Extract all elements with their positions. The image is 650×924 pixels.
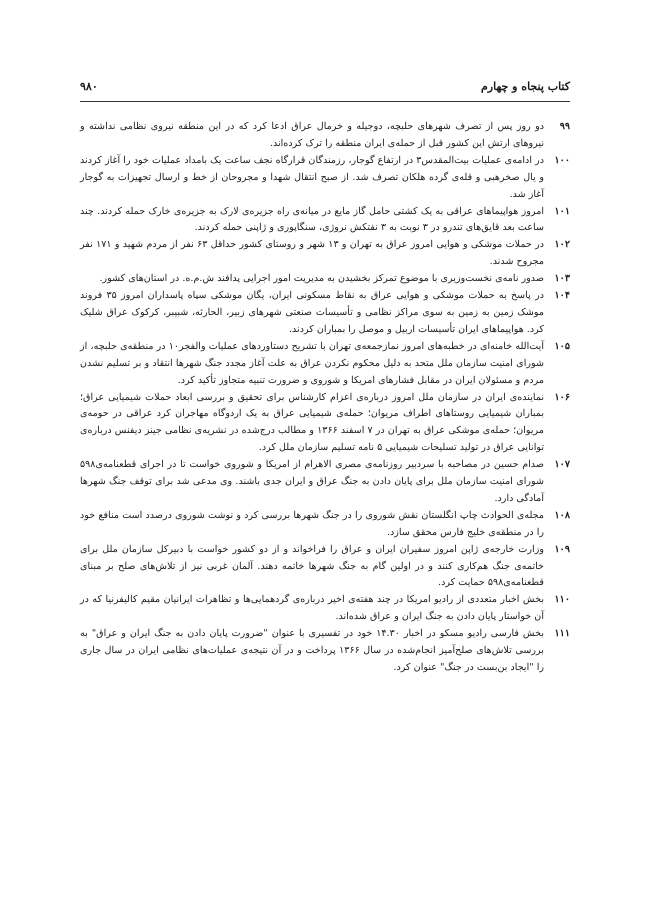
- endnote-number: ۱۰۸: [554, 509, 570, 521]
- running-header: [80, 80, 570, 93]
- endnote-text: نماینده‌ی ایران در سازمان ملل امروز درباره‌ی اعزام کارشناس برای تحقیق و بررسی ابعاد حملات شیمیایی عراق؛ بمباران شیمیایی روستاهای اطراف مریوان؛ حمله‌ی شیمیایی عراق به یک اردوگاه مهاجران کرد عراقی در حومه‌ی مریوان؛ حمله‌ی موشکی عراق به تهران در ۷ اسفند ۱۳۶۶ و مطالب درج‌شده در نشریه‌ی نظامی جینز دیفنس درباره‌ی توانایی عراق در تولید تسلیحات شیمیایی ۵ نامه تسلیم سازمان ملل کرد.: [80, 391, 544, 454]
- endnote-text: بخش فارسی رادیو مسکو در اخبار ۱۴.۳۰ خود در تفسیری با عنوان "ضرورت پایان دادن به جنگ ایران و عراق" به بررسی تلاش‌های صلح‌آمیز انجام‌شده در سال ۱۳۶۶ پرداخت و در آن نتیجه‌ی عملیات‌های نظامی ایران در سال جاری را "ایجاد بن‌بست در جنگ" عنوان کرد.: [80, 628, 545, 673]
- endnote-number: ۹۹: [559, 121, 570, 132]
- endnote-number: ۱۰۰: [554, 154, 570, 166]
- endnote-number: ۱۱۰: [554, 594, 570, 606]
- endnote-number: ۱۰۲: [554, 239, 570, 251]
- endnote: [80, 592, 570, 626]
- endnote-text: در ادامه‌ی عملیات بیت‌المقدس۳ در ارتفاع گوجار، رزمندگان قرارگاه نجف ساعت یک بامداد عملیات خود را آغاز کردند و یال صخرهبی و قله‌ی گرده هلکان تصرف شد. از صبح انتقال شهدا و مجروحان از خط و ارسال تجهیزات به گوجار آغاز شد.: [80, 154, 545, 200]
- endnote-text: صدور نامه‌ی نخست‌وزیری با موضوع تمرکز بخشیدن به مدیریت امور اجرایی پدافند ش.م.ه. در استان‌های کشور.: [99, 273, 544, 285]
- endnote: [80, 288, 570, 339]
- endnote-text: صدام حسین در مصاحبه با سردبیر روزنامه‌ی مصری الاهرام از امریکا و شوروی خواست تا در اجرای قطعنامه‌ی۵۹۸ شورای امنیت سازمان ملل برای پایان دادن به جنگ عراق و ایران جدی باشند. وی مدعی شد برای توقف جنگ شهرها آمادگی دارد.: [80, 459, 544, 504]
- endnote: [80, 271, 570, 288]
- endnote-text: بخش اخبار متعددی از رادیو امریکا در چند هفته‌ی اخیر درباره‌ی گردهمایی‌ها و تظاهرات ایرانیان مقیم کالیفرنیا که در آن خواستار پایان دادن به جنگ ایران و عراق شده‌اند.: [80, 594, 544, 623]
- endnote: [80, 237, 570, 271]
- endnote: [80, 119, 570, 153]
- endnote-text: وزارت خارجه‌ی ژاپن امروز سفیران ایران و عراق را فراخواند و از دو کشور خواست با دبیرکل سازمان ملل برای خاتمه‌ی جنگ هم‌کاری کنند و در اولین گام به جنگ شهرها خاتمه دهند. آلمان غربی نیز از تلاش‌های صلح بر مبنای قطعنامه‌ی۵۹۸ حمایت کرد.: [80, 543, 544, 589]
- book-title: کتاب پنجاه و چهارم: [480, 80, 570, 93]
- endnote-text: مجله‌ی الحوادث چاپ انگلستان نقش شوروی را در جنگ شهرها بررسی کرد و نوشت شوروی درصدد است منافع خود را در منطقه‌ی خلیج فارس محقق سازد.: [80, 509, 544, 538]
- endnote: [80, 204, 570, 238]
- endnote-text: در حملات موشکی و هوایی امروز عراق به تهران و ۱۳ شهر و روستای کشور حداقل ۶۳ نفر از مردم شهید و ۱۷۱ نفر مجروح شدند.: [80, 239, 545, 268]
- endnote-text: امروز هواپیماهای عراقی به یک کشتی حامل گاز مایع در میانه‌ی راه جزیره‌ی لارک به جزیره‌ی خارک حمله کردند. چند ساعت بعد قایق‌های تندرو در ۳ نوبت به ۳ نفتکش نروژی، سنگاپوری و ژاپنی حمله کردند.: [80, 205, 544, 234]
- endnote-number: ۱۰۴: [554, 290, 570, 302]
- endnote-number: ۱۰۷: [554, 459, 570, 471]
- endnote: [80, 153, 570, 204]
- header-rule: [80, 101, 570, 102]
- endnote-text: آیت‌الله خامنه‌ای در خطبه‌های امروز نمازجمعه‌ی تهران با تشریح دستاوردهای عملیات والفجر۱۰ در منطقه‌ی حلبچه، از شورای امنیت سازمان ملل متحد به دلیل محکوم نکردن عراق به علت آغاز مجدد جنگ شهرها انتقاد و بر تسلیم نشدن مردم و مسئولان ایران در مقابل فشارهای امریکا و شوروی و ضرورت تنبیه متجاوز تأکید کرد.: [80, 340, 544, 386]
- endnote-number: ۱۰۱: [554, 205, 570, 217]
- endnote-text: دو روز پس از تصرف شهرهای حلبچه، دوجیله و خرمال عراق ادعا کرد که در این منطقه نیروی نظامی نداشته و نیروهای ارتش این کشور قبل از حمله‌ی ایران منطقه را ترک کرده‌اند.: [80, 121, 544, 149]
- endnote-number: ۱۰۵: [554, 340, 570, 352]
- endnote: [80, 339, 570, 390]
- page-number: ۹۸۰: [80, 80, 98, 93]
- endnote-number: ۱۰۶: [554, 391, 570, 403]
- endnotes-list: [80, 119, 570, 677]
- endnote: [80, 508, 570, 542]
- endnote-number: ۱۰۹: [554, 543, 570, 555]
- endnote: [80, 390, 570, 458]
- endnote: [80, 626, 570, 677]
- endnote-number: ۱۰۳: [554, 273, 570, 285]
- endnote: [80, 542, 570, 593]
- endnote-text: در پاسخ به حملات موشکی و هوایی عراق به نقاط مسکونی ایران، یگان موشکی سپاه پاسداران امروز ۳۵ فروند موشک زمین به زمین به سوی مراکز نظامی و تأسیسات صنعتی شهرهای زبیر، الحارثه، شبیبر، کرکوک عراق شلیک کرد. هواپیماهای ایران تأسیسات اربیل و موصل را بمباران کردند.: [80, 290, 544, 335]
- endnote: [80, 457, 570, 508]
- endnote-number: ۱۱۱: [554, 628, 570, 640]
